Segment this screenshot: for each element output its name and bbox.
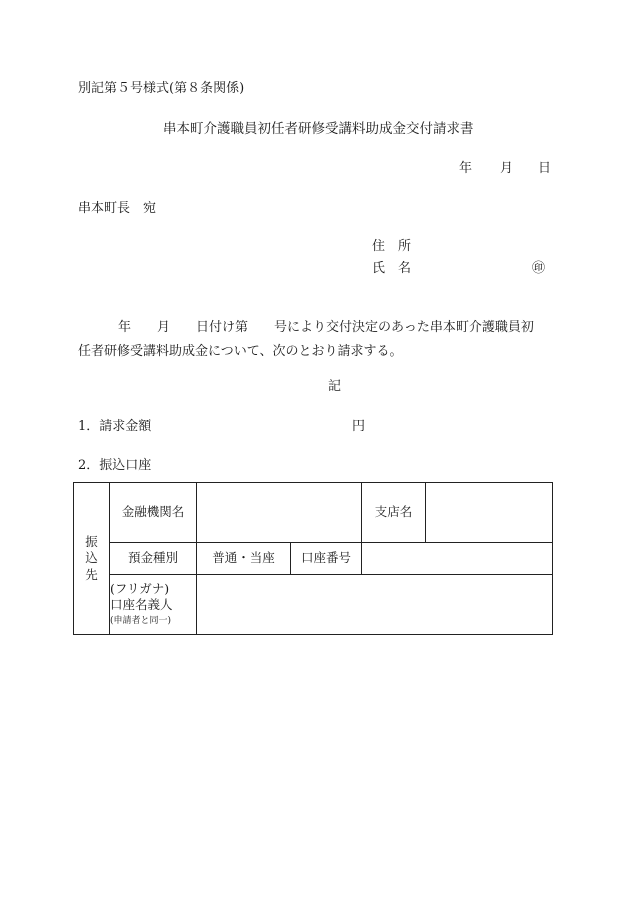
address-label: 住 所: [372, 239, 412, 254]
deposit-type-value[interactable]: 普通・当座: [197, 543, 291, 575]
form-number: 別記第５号様式(第８条関係): [78, 81, 245, 96]
body-line-1: 年 月 日付け第 号により交付決定のあった串本町介護職員初: [118, 320, 534, 335]
furigana-label: (フリガナ): [110, 580, 170, 596]
branch-label: 支店名: [362, 483, 426, 543]
account-number-label: 口座番号: [291, 543, 362, 575]
document-title: 串本町介護職員初任者研修受講料助成金交付請求書: [163, 121, 474, 137]
bank-name-label: 金融機関名: [110, 483, 197, 543]
date-year: 年: [459, 161, 473, 176]
name-label: 氏 名: [372, 261, 412, 276]
claim-amount-unit: 円: [352, 419, 366, 434]
account-holder-field[interactable]: [197, 575, 553, 635]
ki-heading: 記: [328, 379, 342, 394]
date-day: 日: [538, 161, 552, 176]
deposit-type-label: 預金種別: [110, 543, 197, 575]
account-holder-label: [110, 575, 197, 635]
bank-name-field[interactable]: [197, 483, 362, 543]
claim-amount-label: 1．請求金額: [78, 419, 152, 434]
branch-field[interactable]: [426, 483, 553, 543]
bank-account-table: [73, 482, 553, 635]
holder-label: 口座名義人: [110, 597, 173, 613]
addressee: 串本町長 宛: [78, 201, 157, 216]
body-line-2: 任者研修受講料助成金について、次のとおり請求する。: [78, 344, 403, 359]
seal-mark: ㊞: [532, 261, 546, 276]
date-month: 月: [500, 161, 514, 176]
account-number-field[interactable]: [362, 543, 553, 575]
transfer-destination-label: 振 込 先: [74, 483, 110, 635]
holder-note: (申請者と同一): [110, 616, 172, 627]
transfer-account-label: 2．振込口座: [78, 458, 152, 473]
